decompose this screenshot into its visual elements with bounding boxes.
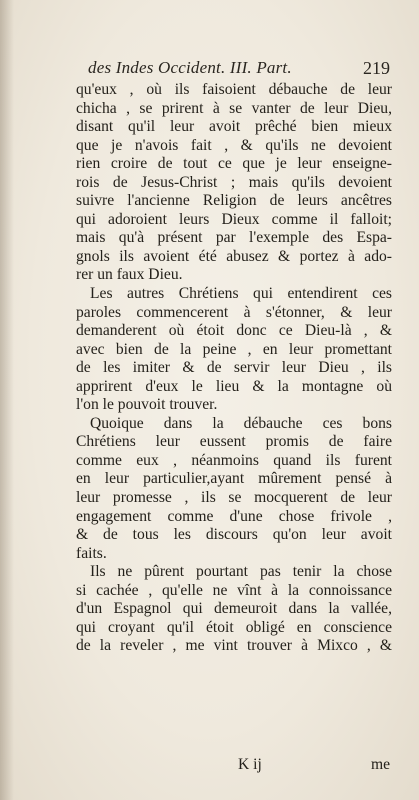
text-line: suivre l'ancienne Religion de leurs ancêtres: [76, 192, 392, 210]
text-line: leur promesse , ils se mocquerent de leur: [76, 489, 392, 507]
text-line: engagement comme d'une chose frivole ,: [76, 507, 392, 525]
text-line: de la reveler , me vint trouver à Mixco , &: [76, 637, 392, 655]
text-line: Quoique dans la débauche ces bons: [90, 414, 392, 432]
text-line: & de tous les discours qu'on leur avoit: [76, 526, 392, 544]
text-line: qu'eux , où ils faisoient débauche de leur: [76, 81, 392, 98]
text-line: apprirent d'eux le lieu & la montagne où: [76, 377, 392, 395]
text-line: mais qu'à présent par l'exemple des Espa-: [76, 229, 392, 247]
body-text: [76, 81, 392, 656]
text-line: comme eux , néanmoins quand ils furent: [76, 451, 392, 469]
text-line: que je n'avois fait , & qu'ils ne devoient: [76, 136, 392, 154]
text-line: de les imiter & de servir leur Dieu , ils: [76, 359, 392, 377]
page-footer: [76, 756, 392, 776]
text-line: chicha , se prirent à se vanter de leur Dieu,: [76, 99, 392, 117]
running-title: des Indes Occident. III. Part.: [88, 58, 292, 77]
text-line: Les autres Chrétiens qui entendirent ces: [90, 285, 392, 303]
text-line: gnols ils avoient été abusez & portez à ado-: [76, 247, 392, 265]
page-header: [88, 58, 388, 80]
text-line: faits.: [76, 544, 107, 562]
signature-mark: K ij: [238, 756, 262, 773]
text-line: Ils ne pûrent pourtant pas tenir la chose: [90, 563, 392, 581]
text-line: Chrétiens leur eussent promis de faire: [76, 433, 392, 451]
text-line: l'on le pouvoit trouver.: [76, 396, 218, 414]
text-line: d'un Espagnol qui demeuroit dans la vallée,: [76, 600, 392, 618]
text-line: disant qu'il leur avoit prêché bien mieux: [76, 118, 392, 136]
text-line: si cachée , qu'elle ne vînt à la connoissance: [76, 581, 392, 599]
catchword: me: [370, 756, 390, 773]
text-line: qui croyant qu'il étoit obligé en conscience: [76, 618, 392, 636]
text-line: en leur particulier,ayant mûrement pensé à: [76, 470, 392, 488]
text-line: demanderent où étoit donc ce Dieu-là , &: [76, 322, 392, 340]
text-line: rer un faux Dieu.: [76, 266, 183, 284]
page-number: 219: [363, 58, 390, 78]
text-line: avec bien de la peine , en leur promettant: [76, 340, 392, 358]
text-line: qui adoroient leurs Dieux comme il falloit;: [76, 210, 392, 228]
text-line: rois de Jesus-Christ ; mais qu'ils devoient: [76, 173, 392, 191]
text-line: rien croire de tout ce que je leur enseigne-: [76, 155, 392, 173]
text-line: paroles commencerent à s'étonner, & leur: [76, 303, 392, 321]
gutter-shadow: [0, 0, 14, 800]
